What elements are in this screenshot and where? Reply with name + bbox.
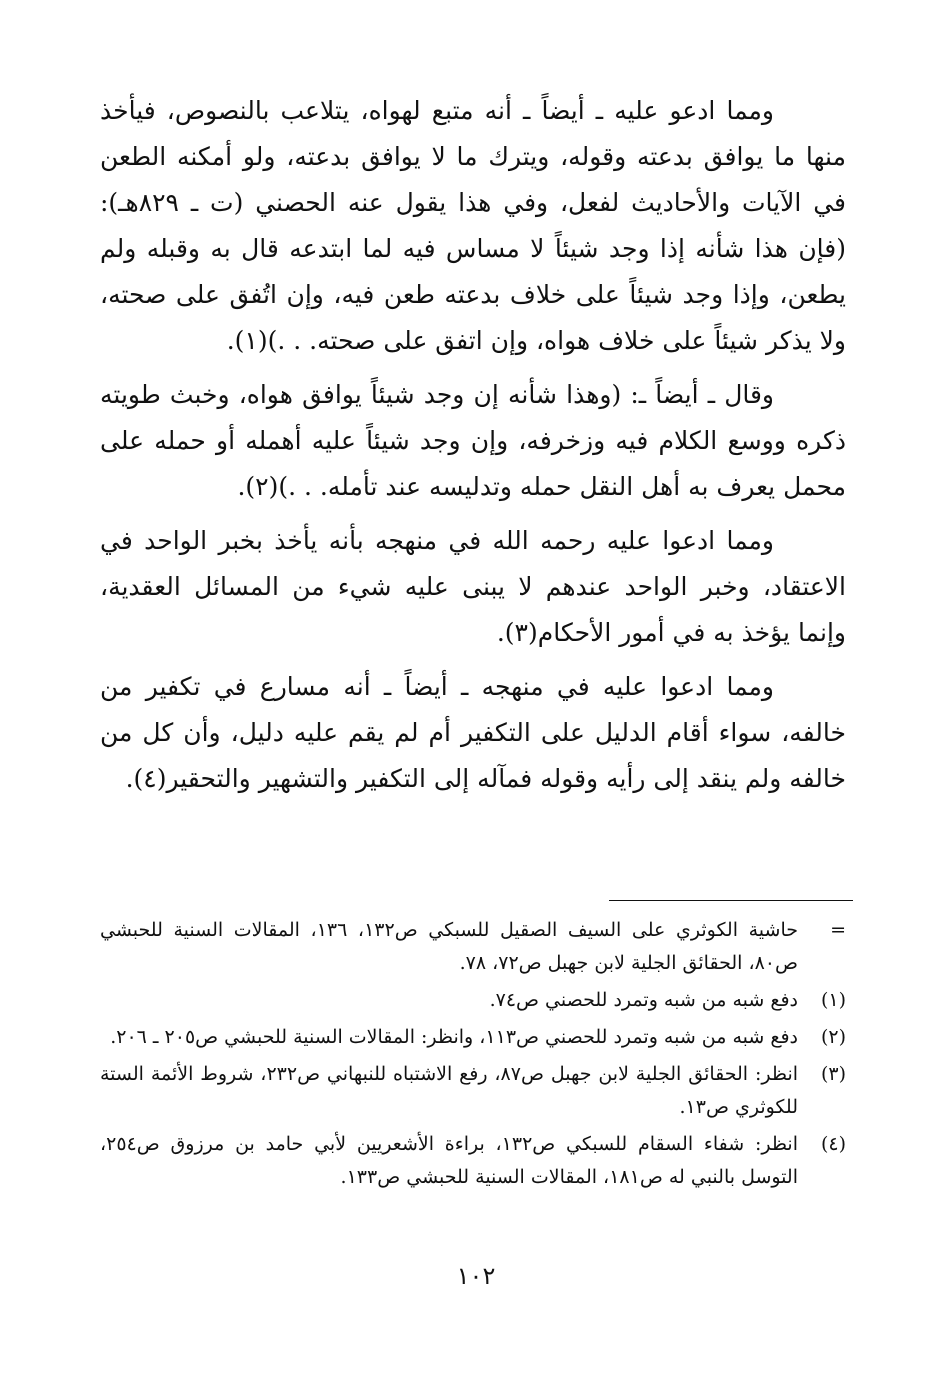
footnote-text: دفع شبه من شبه وتمرد للحصني ص١١٣، وانظر: المقالات السنية للحبشي ص٢٠٥ ـ ٢٠٦.: [110, 1026, 798, 1048]
footnote-marker: (٢): [820, 1026, 846, 1048]
footnote-marker: (١): [820, 989, 846, 1011]
paragraph: ومما ادعوا عليه في منهجه ـ أيضاً ـ أنه مسارع في تكفير من خالفه، سواء أقام الدليل على التكفير أم لم يقم عليه دليل، وأن كل من خالفه ولم ينقد إلى رأيه وقوله فمآله إلى التكفير والتشهير والتحقير(٤).: [100, 672, 846, 793]
footnote-text: حاشية الكوثري على السيف الصقيل للسبكي ص١٣٢، ١٣٦، المقالات السنية للحبشي ص٨٠، الحقائق الجلية لابن جهبل ص٧٢، ٧٨.: [100, 919, 798, 974]
main-text-body: [100, 88, 846, 810]
footnote-marker: (٤): [820, 1133, 846, 1155]
footnote-separator: [609, 900, 853, 901]
paragraph: ومما ادعوا عليه رحمه الله في منهجه بأنه يأخذ بخبر الواحد في الاعتقاد، وخبر الواحد عندهم لا يبنى عليه شيء من المسائل العقدية، وإنما يؤخذ به في أمور الأحكام(٣).: [100, 526, 846, 647]
footnote-marker: =: [830, 919, 846, 941]
paragraph: ومما ادعو عليه ـ أيضاً ـ أنه متبع لهواه، يتلاعب بالنصوص، فيأخذ منها ما يوافق بدعته وقوله، ويترك ما لا يوافق بدعته، ولو أمكنه الطعن في الآيات والأحاديث لفعل، وفي هذا يقول عنه الحصني (ت ـ ٨٢٩هـ): (فإن هذا شأنه إذا وجد شيئاً لا مساس فيه لما ابتدعه قال به وقبله ولم يطعن، وإذا وجد شيئاً على خلاف بدعته طعن فيه، وإن اتُفق على صحته، ولا يذكر شيئاً على خلاف هواه، وإن اتفق على صحته. . .)(١).: [100, 96, 846, 355]
footnote-text: انظر: شفاء السقام للسبكي ص١٣٢، براءة الأشعريين لأبي حامد بن مرزوق ص٢٥٤، التوسل بالنبي له ص١٨١، المقالات السنية للحبشي ص١٣٣.: [100, 1133, 798, 1188]
footnote-text: انظر: الحقائق الجلية لابن جهبل ص٨٧، رفع الاشتباه للنبهاني ص٢٣٢، شروط الأئمة الستة للكوثري ص١٣.: [100, 1063, 799, 1118]
footnote-marker: (٣): [820, 1063, 846, 1085]
paragraph: وقال ـ أيضاً ـ: (وهذا شأنه إن وجد شيئاً يوافق هواه، وخبث طويته ذكره ووسع الكلام فيه وزخرفه، وإن وجد شيئاً عليه أهمله أو حمله على محمل يعرف به أهل النقل حمله وتدليسه عند تأمله. . .)(٢).: [100, 380, 846, 501]
footnote-item: [100, 1128, 846, 1194]
page-number: ١٠٢: [456, 1262, 496, 1290]
footnote-item: [100, 984, 846, 1017]
footnote-item: [100, 1021, 846, 1054]
footnotes: [100, 914, 846, 1198]
footnote-item: [100, 1058, 846, 1124]
footnote-item: [100, 914, 846, 980]
footnote-text: دفع شبه من شبه وتمرد للحصني ص٧٤.: [489, 989, 798, 1011]
